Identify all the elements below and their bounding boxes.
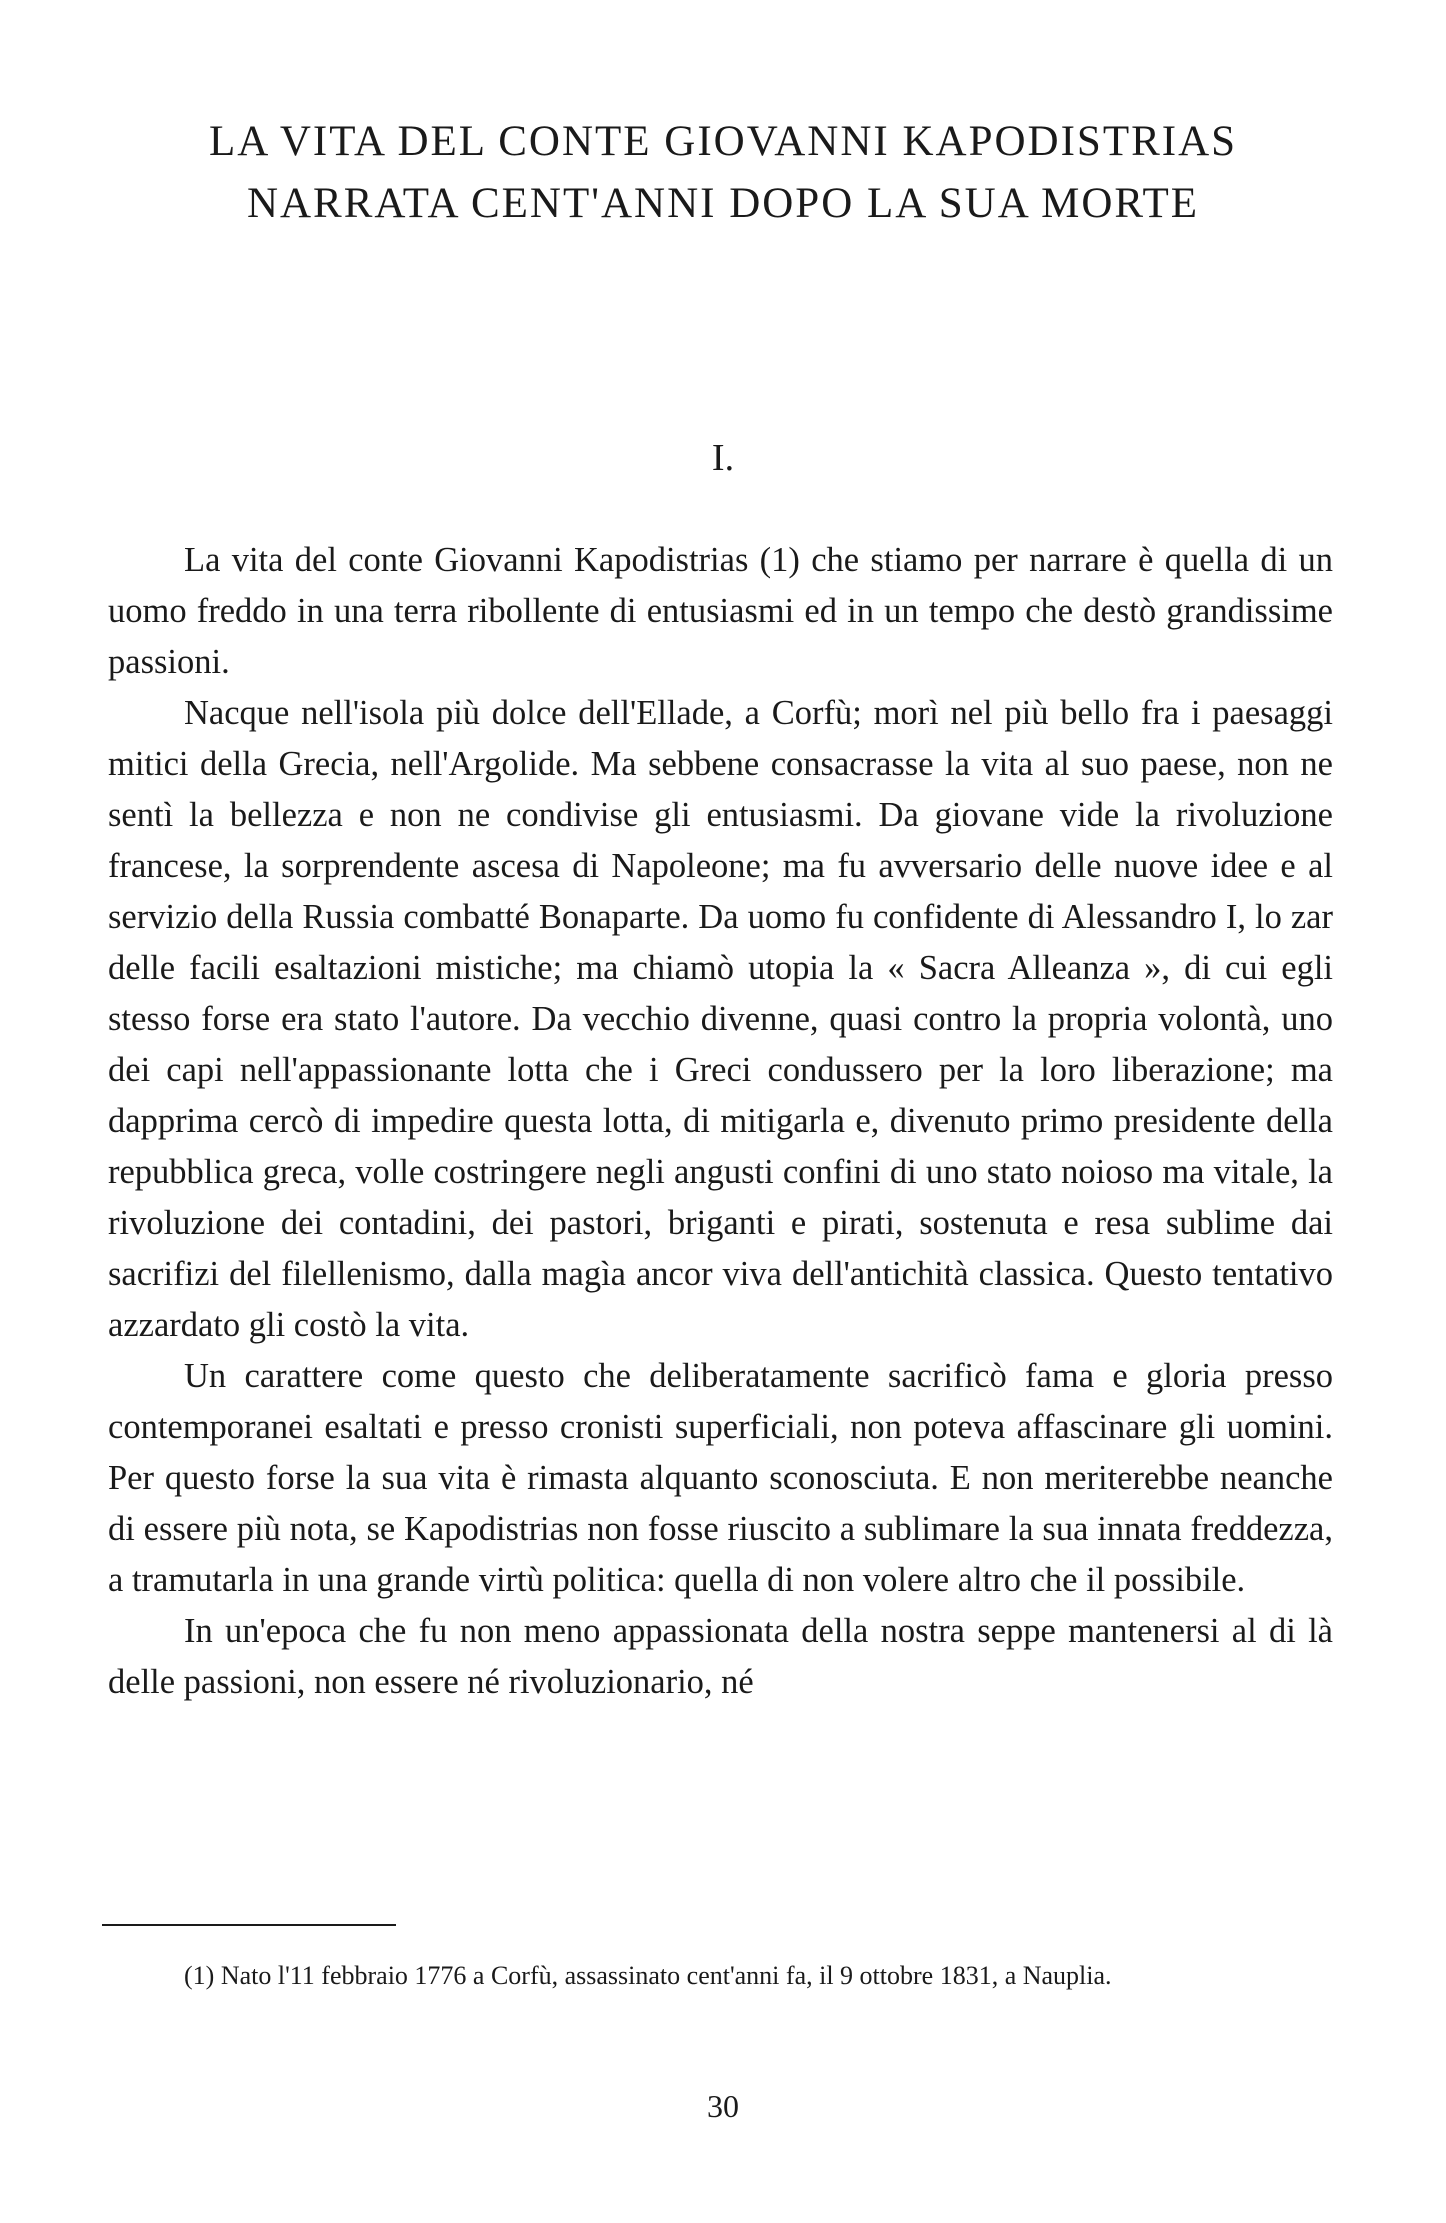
paragraph-1: La vita del conte Giovanni Kapodistrias (1) che stiamo per narrare è quella di un uomo freddo in una terra ribollente di entusiasmi ed in un tempo che destò grandissime passioni. bbox=[108, 541, 1333, 681]
section-number: I. bbox=[711, 437, 735, 479]
page-number: 30 bbox=[707, 2088, 739, 2124]
title-line-1: LA VITA DEL CONTE GIOVANNI KAPODISTRIAS bbox=[208, 118, 1238, 165]
footnote: (1) Nato l'11 febbraio 1776 a Corfù, assassinato cent'anni fa, il 9 ottobre 1831, a Nauplia. bbox=[184, 1961, 1112, 1990]
paragraph-2: Nacque nell'isola più dolce dell'Ellade, a Corfù; morì nel più bello fra i paesaggi mitici della Grecia, nell'Argolide. Ma sebbene consacrasse la vita al suo paese, non ne sentì la bellezza e non ne condivise gli entusiasmi. Da giovane vide la rivoluzione francese, la sorprendente ascesa di Napoleone; ma fu avversario delle nuove idee e al servizio della Russia combatté Bonaparte. Da uomo fu confidente di Alessandro I, lo zar delle facili esaltazioni mistiche; ma chiamò utopia la « Sacra Alleanza », di cui egli stesso forse era stato l'autore. Da vecchio divenne, quasi contro la propria volontà, uno dei capi nell'appassionante lotta che i Greci condussero per la loro liberazione; ma dapprima cercò di impedire questa lotta, di mitigarla e, divenuto primo presidente della repubblica greca, volle costringere negli angusti confini di uno stato noioso ma vitale, la rivoluzione dei contadini, dei pastori, briganti e pirati, sostenuta e resa sublime dai sacrifizi del filellenismo, dalla magìa ancor viva dell'antichità classica. Questo tentativo azzardato gli costò la vita. bbox=[108, 694, 1333, 1344]
paragraph-4: In un'epoca che fu non meno appassionata della nostra seppe mantenersi al di là delle passioni, non essere né rivoluzionario, né bbox=[108, 1612, 1333, 1701]
title-line-2: NARRATA CENT'ANNI DOPO LA SUA MORTE bbox=[246, 180, 1200, 227]
body-text bbox=[108, 535, 1333, 1708]
footnote-divider bbox=[102, 1924, 396, 1926]
paragraph-3: Un carattere come questo che deliberatamente sacrificò fama e gloria presso contemporanei esaltati e presso cronisti superficiali, non poteva affascinare gli uomini. Per questo forse la sua vita è rimasta alquanto sconosciuta. E non meriterebbe neanche di essere più nota, se Kapodistrias non fosse riuscito a sublimare la sua innata freddezza, a tramutarla in una grande virtù politica: quella di non volere altro che il possibile. bbox=[108, 1357, 1333, 1599]
